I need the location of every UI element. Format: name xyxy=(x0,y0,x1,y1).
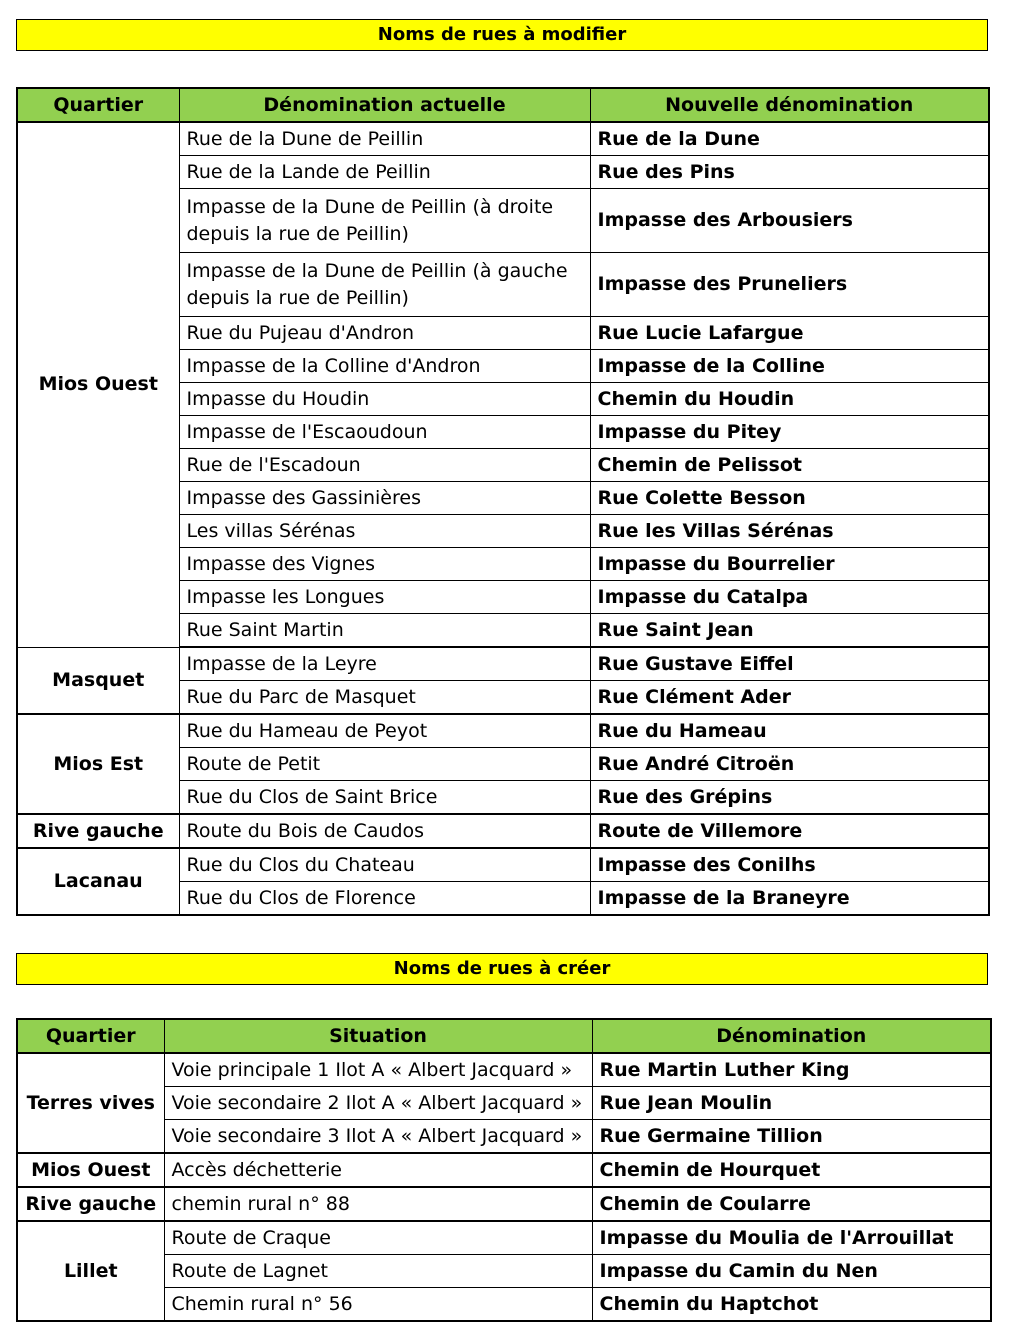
table-row xyxy=(17,1087,991,1120)
new-name-cell: Route de Villemore xyxy=(590,814,989,848)
current-name-cell: Rue du Clos de Saint Brice xyxy=(179,781,590,815)
table-row xyxy=(17,122,989,156)
quartier-cell: Lacanau xyxy=(17,848,179,915)
quartier-cell: Rive gauche xyxy=(17,814,179,848)
new-name-cell: Impasse de la Braneyre xyxy=(590,882,989,916)
current-name-cell: Rue du Hameau de Peyot xyxy=(179,714,590,748)
new-name-cell: Chemin de Pelissot xyxy=(590,449,989,482)
section-title-creer: Noms de rues à créer xyxy=(16,953,988,985)
new-name-cell: Impasse du Catalpa xyxy=(590,581,989,614)
denomination-cell: Rue Germaine Tillion xyxy=(592,1120,991,1154)
current-name-cell: Impasse du Houdin xyxy=(179,383,590,416)
quartier-cell: Rive gauche xyxy=(17,1187,164,1221)
quartier-cell: Mios Ouest xyxy=(17,122,179,647)
current-name-cell: Route du Bois de Caudos xyxy=(179,814,590,848)
table-row xyxy=(17,714,989,748)
section-title-modifier: Noms de rues à modifier xyxy=(16,19,988,51)
new-name-cell: Rue des Grépins xyxy=(590,781,989,815)
table-row xyxy=(17,1255,991,1288)
modifier-table xyxy=(16,87,990,916)
quartier-cell: Lillet xyxy=(17,1221,164,1321)
current-name-cell: Route de Petit xyxy=(179,748,590,781)
header-denomination-actuelle: Dénomination actuelle xyxy=(179,88,590,122)
table-row xyxy=(17,1221,991,1255)
denomination-cell: Chemin de Coularre xyxy=(592,1187,991,1221)
creer-table xyxy=(16,1018,992,1322)
situation-cell: Route de Lagnet xyxy=(164,1255,592,1288)
new-name-cell: Impasse des Conilhs xyxy=(590,848,989,882)
denomination-cell: Chemin du Haptchot xyxy=(592,1288,991,1322)
current-name-cell: Impasse de l'Escaoudoun xyxy=(179,416,590,449)
table-row xyxy=(17,1120,991,1154)
table-row xyxy=(17,1053,991,1087)
new-name-cell: Rue Lucie Lafargue xyxy=(590,317,989,350)
denomination-cell: Chemin de Hourquet xyxy=(592,1153,991,1187)
current-name-cell: Rue du Pujeau d'Andron xyxy=(179,317,590,350)
new-name-cell: Rue Gustave Eiffel xyxy=(590,647,989,681)
header-situation: Situation xyxy=(164,1019,592,1053)
table-row xyxy=(17,1288,991,1322)
situation-cell: Chemin rural n° 56 xyxy=(164,1288,592,1322)
current-name-cell: Les villas Sérénas xyxy=(179,515,590,548)
new-name-cell: Rue de la Dune xyxy=(590,122,989,156)
current-name-cell: Rue Saint Martin xyxy=(179,614,590,648)
new-name-cell: Rue Saint Jean xyxy=(590,614,989,648)
current-name-cell: Rue du Clos du Chateau xyxy=(179,848,590,882)
denomination-cell: Rue Martin Luther King xyxy=(592,1053,991,1087)
new-name-cell: Impasse des Arbousiers xyxy=(590,189,989,253)
quartier-cell: Mios Ouest xyxy=(17,1153,164,1187)
new-name-cell: Chemin du Houdin xyxy=(590,383,989,416)
current-name-cell: Impasse des Gassinières xyxy=(179,482,590,515)
new-name-cell: Impasse des Pruneliers xyxy=(590,253,989,317)
header-quartier: Quartier xyxy=(17,88,179,122)
current-name-cell: Impasse de la Colline d'Andron xyxy=(179,350,590,383)
current-name-cell: Impasse de la Leyre xyxy=(179,647,590,681)
new-name-cell: Rue André Citroën xyxy=(590,748,989,781)
situation-cell: Voie principale 1 Ilot A « Albert Jacquard » xyxy=(164,1053,592,1087)
situation-cell: chemin rural n° 88 xyxy=(164,1187,592,1221)
current-name-cell: Rue de l'Escadoun xyxy=(179,449,590,482)
denomination-cell: Impasse du Moulia de l'Arrouillat xyxy=(592,1221,991,1255)
new-name-cell: Rue les Villas Sérénas xyxy=(590,515,989,548)
new-name-cell: Impasse du Pitey xyxy=(590,416,989,449)
new-name-cell: Rue Colette Besson xyxy=(590,482,989,515)
current-name-cell: Rue de la Dune de Peillin xyxy=(179,122,590,156)
table-row xyxy=(17,814,989,848)
header-denomination: Dénomination xyxy=(592,1019,991,1053)
new-name-cell: Rue du Hameau xyxy=(590,714,989,748)
quartier-cell: Mios Est xyxy=(17,714,179,814)
current-name-cell: Rue du Parc de Masquet xyxy=(179,681,590,715)
quartier-cell: Masquet xyxy=(17,647,179,714)
situation-cell: Route de Craque xyxy=(164,1221,592,1255)
new-name-cell: Rue des Pins xyxy=(590,156,989,189)
new-name-cell: Rue Clément Ader xyxy=(590,681,989,715)
table-row xyxy=(17,848,989,882)
current-name-cell: Impasse les Longues xyxy=(179,581,590,614)
new-name-cell: Impasse de la Colline xyxy=(590,350,989,383)
header-quartier: Quartier xyxy=(17,1019,164,1053)
current-name-cell: Impasse des Vignes xyxy=(179,548,590,581)
current-name-cell: Impasse de la Dune de Peillin (à droite depuis la rue de Peillin) xyxy=(179,189,590,253)
situation-cell: Voie secondaire 3 Ilot A « Albert Jacquard » xyxy=(164,1120,592,1154)
situation-cell: Voie secondaire 2 Ilot A « Albert Jacquard » xyxy=(164,1087,592,1120)
table-row xyxy=(17,1187,991,1221)
header-nouvelle-denomination: Nouvelle dénomination xyxy=(590,88,989,122)
new-name-cell: Impasse du Bourrelier xyxy=(590,548,989,581)
current-name-cell: Rue de la Lande de Peillin xyxy=(179,156,590,189)
quartier-cell: Terres vives xyxy=(17,1053,164,1153)
situation-cell: Accès déchetterie xyxy=(164,1153,592,1187)
table-row xyxy=(17,647,989,681)
current-name-cell: Impasse de la Dune de Peillin (à gauche depuis la rue de Peillin) xyxy=(179,253,590,317)
denomination-cell: Impasse du Camin du Nen xyxy=(592,1255,991,1288)
denomination-cell: Rue Jean Moulin xyxy=(592,1087,991,1120)
current-name-cell: Rue du Clos de Florence xyxy=(179,882,590,916)
table-row xyxy=(17,1153,991,1187)
